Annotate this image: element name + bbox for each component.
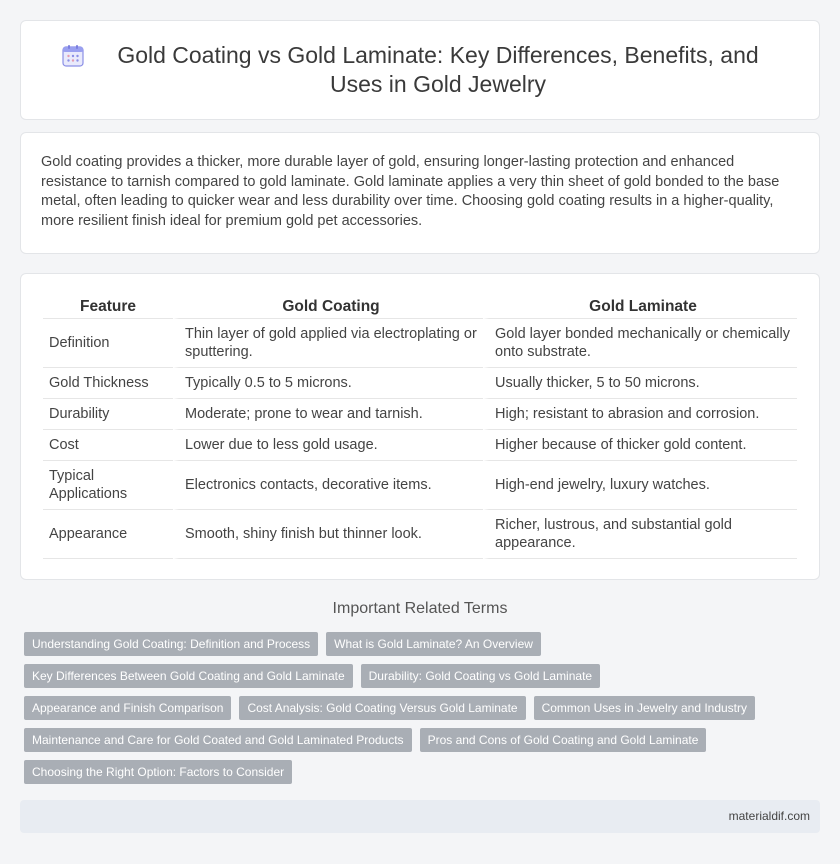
cell-laminate: Usually thicker, 5 to 50 microns. [483, 368, 797, 399]
cell-feature: Durability [43, 399, 173, 430]
cell-laminate: Gold layer bonded mechanically or chemically onto substrate. [483, 319, 797, 368]
header-gold-coating: Gold Coating [173, 296, 483, 319]
comparison-table [43, 296, 797, 559]
related-terms-title: Important Related Terms [332, 600, 508, 617]
cell-coating: Moderate; prone to wear and tarnish. [173, 399, 483, 430]
related-terms-tags [24, 632, 814, 784]
related-term-tag[interactable]: Appearance and Finish Comparison [24, 696, 231, 720]
table-row [43, 399, 797, 430]
cell-laminate: Richer, lustrous, and substantial gold appearance. [483, 510, 797, 559]
header-feature: Feature [43, 296, 173, 319]
cell-coating: Thin layer of gold applied via electroplating or sputtering. [173, 319, 483, 368]
cell-laminate: High; resistant to abrasion and corrosion. [483, 399, 797, 430]
related-term-tag[interactable]: Maintenance and Care for Gold Coated and Gold Laminated Products [24, 728, 412, 752]
footer [20, 800, 820, 833]
table-row [43, 461, 797, 510]
related-term-tag[interactable]: Pros and Cons of Gold Coating and Gold Laminate [420, 728, 707, 752]
cell-laminate: High-end jewelry, luxury watches. [483, 461, 797, 510]
header-gold-laminate: Gold Laminate [483, 296, 797, 319]
related-term-tag[interactable]: Cost Analysis: Gold Coating Versus Gold Laminate [239, 696, 525, 720]
table-row [43, 510, 797, 559]
cell-feature: Appearance [43, 510, 173, 559]
cell-feature: Typical Applications [43, 461, 173, 510]
related-term-tag[interactable]: Key Differences Between Gold Coating and Gold Laminate [24, 664, 353, 688]
table-row [43, 430, 797, 461]
cell-coating: Smooth, shiny finish but thinner look. [173, 510, 483, 559]
related-term-tag[interactable]: Common Uses in Jewelry and Industry [534, 696, 755, 720]
cell-laminate: Higher because of thicker gold content. [483, 430, 797, 461]
intro-paragraph: Gold coating provides a thicker, more durable layer of gold, ensuring longer-lasting protection and enhanced resistance to tarnish compared to gold laminate. Gold laminate applies a very thin sheet of gold bonded to the base metal, often leading to quicker wear and less durability over time. Choosing gold coating results in a higher-quality, more resilient finish ideal for premium gold pet accessories. [41, 154, 780, 229]
table-row [43, 368, 797, 399]
cell-feature: Cost [43, 430, 173, 461]
footer-site-link[interactable]: materialdif.com [728, 809, 810, 823]
header-card [20, 20, 820, 120]
related-term-tag[interactable]: Understanding Gold Coating: Definition and Process [24, 632, 318, 656]
cell-coating: Electronics contacts, decorative items. [173, 461, 483, 510]
cell-feature: Definition [43, 319, 173, 368]
cell-coating: Lower due to less gold usage. [173, 430, 483, 461]
related-term-tag[interactable]: Choosing the Right Option: Factors to Consider [24, 760, 292, 784]
calendar-grid-icon [60, 43, 86, 69]
related-term-tag[interactable]: What is Gold Laminate? An Overview [326, 632, 541, 656]
related-term-tag[interactable]: Durability: Gold Coating vs Gold Laminate [361, 664, 600, 688]
page-title: Gold Coating vs Gold Laminate: Key Differences, Benefits, and Uses in Gold Jewelry [117, 42, 759, 97]
table-header-row [43, 296, 797, 319]
intro-card [20, 132, 820, 254]
comparison-table-card [20, 273, 820, 580]
header [60, 41, 780, 99]
cell-feature: Gold Thickness [43, 368, 173, 399]
table-row [43, 319, 797, 368]
cell-coating: Typically 0.5 to 5 microns. [173, 368, 483, 399]
